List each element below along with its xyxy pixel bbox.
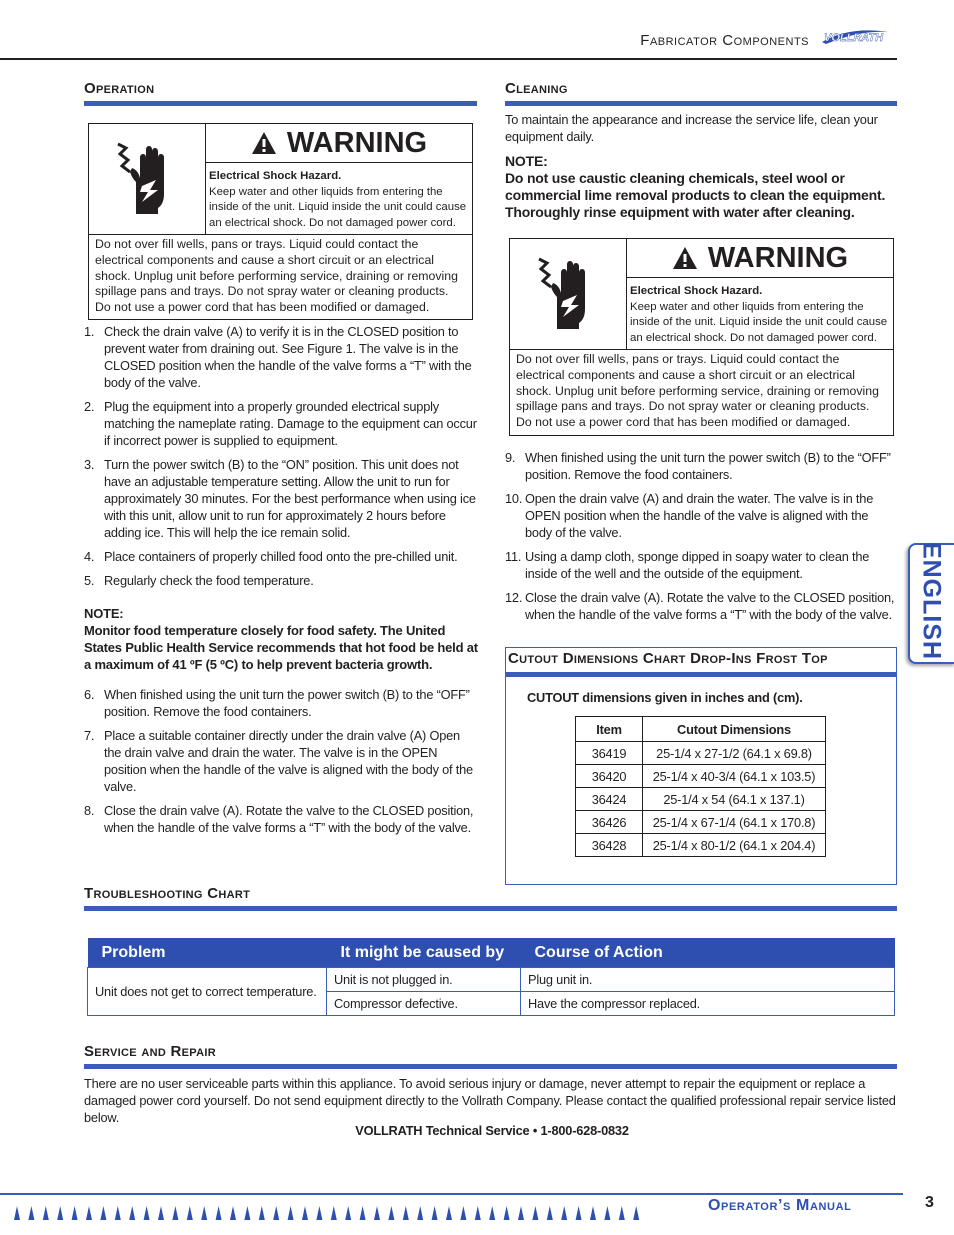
list-item <box>84 398 478 449</box>
list-item <box>84 572 478 589</box>
hazard-text: Keep water and other liquids from entering the inside of the unit. Liquid inside the unit could cause an electrical shock. Do not damaged power cord. <box>630 300 888 344</box>
cleaning-heading: Cleaning <box>505 80 568 97</box>
item-cell: 36428 <box>576 834 643 857</box>
cutout-table <box>575 716 826 857</box>
list-item-text: When finished using the unit turn the power switch (B) to the “OFF” position. Remove the food containers. <box>104 687 470 719</box>
cutout-col-dimensions: Cutout Dimensions <box>643 717 826 742</box>
list-item <box>84 802 478 836</box>
list-item-number: 8. <box>84 803 95 818</box>
electric-shock-hand-icon <box>510 239 627 349</box>
operation-heading: Operation <box>84 80 155 97</box>
dimensions-cell: 25-1/4 x 54 (64.1 x 137.1) <box>643 788 826 811</box>
table-row <box>576 811 826 834</box>
list-item-text: Open the drain valve (A) and drain the water. The valve is in the OPEN position when the handle of the valve is aligned with the body of the valve. <box>525 491 874 540</box>
list-item-text: Regularly check the food temperature. <box>104 573 314 588</box>
dimensions-cell: 25-1/4 x 67-1/4 (64.1 x 170.8) <box>643 811 826 834</box>
warning-triangle-icon <box>251 131 277 155</box>
item-cell: 36424 <box>576 788 643 811</box>
list-item-text: Place containers of properly chilled food onto the pre-chilled unit. <box>104 549 458 564</box>
cleaning-warning-box <box>509 238 894 436</box>
cleaning-steps <box>505 449 897 630</box>
cutout-heading: Cutout Dimensions Chart Drop-Ins Frost Top <box>508 650 828 667</box>
problem-cell: Unit does not get to correct temperature. <box>88 968 327 1016</box>
troubleshooting-table <box>87 938 895 1016</box>
cleaning-intro: To maintain the appearance and increase the service life, clean your equipment daily. <box>505 112 878 144</box>
list-item <box>505 490 897 541</box>
hazard-text: Keep water and other liquids from entering the inside of the unit. Liquid inside the unit could cause an electrical shock. Do not damaged power cord. <box>209 185 467 229</box>
service-heading: Service and Repair <box>84 1043 216 1060</box>
list-item-text: When finished using the unit turn the power switch (B) to the “OFF” position. Remove the food containers. <box>525 450 891 482</box>
table-row <box>576 834 826 857</box>
warning-title: WARNING <box>627 239 893 278</box>
dimensions-cell: 25-1/4 x 80-1/2 (64.1 x 204.4) <box>643 834 826 857</box>
footer-triangle-pattern <box>14 1205 646 1226</box>
item-cell: 36426 <box>576 811 643 834</box>
cutout-box <box>505 647 897 885</box>
list-item-number: 4. <box>84 549 95 564</box>
cleaning-note: NOTE: Do not use caustic cleaning chemicals, steel wool or commercial lime removal products to clean the equipment. Thoroughly rinse equipment with water after cleaning. <box>505 153 886 220</box>
list-item-number: 2. <box>84 399 95 414</box>
table-row <box>576 765 826 788</box>
list-item-text: Close the drain valve (A). Rotate the valve to the CLOSED position, when the handle of the valve forms a “T” with the body of the valve. <box>525 590 895 622</box>
list-item-text: Check the drain valve (A) to verify it is in the CLOSED position to prevent water from draining out. See Figure 1. The valve is in the CLOSED position when the handle of the valve forms a “T” with the body of the valve. <box>104 324 472 390</box>
list-item <box>84 456 478 541</box>
list-item <box>84 686 478 720</box>
troubleshooting-heading: Troubleshooting Chart <box>84 885 251 902</box>
list-item-number: 5. <box>84 573 95 588</box>
cutout-caption: CUTOUT dimensions given in inches and (cm). <box>527 690 803 705</box>
action-cell: Have the compressor replaced. <box>521 992 895 1016</box>
svg-text:VOLLRATH: VOLLRATH <box>824 32 884 44</box>
list-item-number: 9. <box>505 450 516 465</box>
list-item <box>505 449 897 483</box>
warning-body: Do not over fill wells, pans or trays. Liquid could contact the electrical components and cause a short circuit or an electrical shock. Unplug unit before performing service, draining or removing spillage pans and trays. Do not spray water or cleaning products. Do not use a power cord that has been modified or damaged. <box>95 237 458 315</box>
operation-note: NOTE: Monitor food temperature closely for food safety. The United States Public Health Service recommends that hot food be held at a maximum of 41 ºF (5 ºC) to help prevent bacteria growth. <box>84 606 478 672</box>
list-item <box>84 727 478 795</box>
operation-steps-1 <box>84 323 478 596</box>
item-cell: 36420 <box>576 765 643 788</box>
item-cell: 36419 <box>576 742 643 765</box>
operation-rule <box>84 101 477 106</box>
vollrath-logo <box>820 28 890 51</box>
list-item-number: 10. <box>505 491 523 506</box>
list-item-number: 7. <box>84 728 95 743</box>
warning-title: WARNING <box>206 124 472 163</box>
list-item-number: 12. <box>505 590 523 605</box>
list-item-number: 3. <box>84 457 95 472</box>
dimensions-cell: 25-1/4 x 27-1/2 (64.1 x 69.8) <box>643 742 826 765</box>
operation-warning-box <box>88 123 473 320</box>
electric-shock-hand-icon <box>89 124 206 234</box>
footer-rule <box>0 1193 903 1195</box>
language-tab-label: ENGLISH <box>917 541 946 661</box>
triangle-pattern-icon <box>14 1205 646 1221</box>
list-item-text: Plug the equipment into a properly grounded electrical supply matching the nameplate rating. Damage to the equipment can occur if incorrect power is supplied to equipment. <box>104 399 477 448</box>
dimensions-cell: 25-1/4 x 40-3/4 (64.1 x 103.5) <box>643 765 826 788</box>
cause-cell: Unit is not plugged in. <box>327 968 521 992</box>
table-row <box>576 742 826 765</box>
service-text: There are no user serviceable parts within this appliance. To avoid serious injury or damage, never attempt to repair the equipment or replace a damaged power cord yourself. Do not send equipment directly to the Vollrath Company. Please contact the qualified professional repair service listed below. <box>84 1076 896 1125</box>
list-item-number: 1. <box>84 324 95 339</box>
col-action: Course of Action <box>521 938 895 968</box>
cutout-col-item: Item <box>576 717 643 742</box>
list-item <box>505 589 897 623</box>
list-item <box>84 548 478 565</box>
service-rule <box>84 1064 897 1069</box>
header-rule <box>0 58 897 60</box>
troubleshooting-rule <box>84 906 897 911</box>
footer-title: Operator’s Manual <box>708 1197 852 1214</box>
header-title: Fabricator Components <box>640 32 809 49</box>
action-cell: Plug unit in. <box>521 968 895 992</box>
col-cause: It might be caused by <box>327 938 521 968</box>
cleaning-rule <box>505 101 897 106</box>
hazard-title: Electrical Shock Hazard. <box>630 285 763 297</box>
list-item <box>505 548 897 582</box>
list-item-text: Place a suitable container directly under the drain valve (A) Open the drain valve and drain the water. The valve is in the OPEN position when the handle of the valve is aligned with the body of the valve. <box>104 728 473 794</box>
list-item-number: 6. <box>84 687 95 702</box>
warning-body: Do not over fill wells, pans or trays. Liquid could contact the electrical components and cause a short circuit or an electrical shock. Unplug unit before performing service, draining or removing spillage pans and trays. Do not spray water or cleaning products. Do not use a power cord that has been modified or damaged. <box>516 352 879 430</box>
cutout-rule <box>506 672 896 677</box>
hazard-title: Electrical Shock Hazard. <box>209 170 342 182</box>
col-problem: Problem <box>88 938 327 968</box>
list-item-text: Turn the power switch (B) to the “ON” position. This unit does not have an adjustable temperature setting. Allow the unit to run for approximately 30 minutes. For the best performance when using ice with this unit, allow unit to run for approximately 2 hours before adding ice. This will help the ice remain solid. <box>104 457 476 540</box>
list-item-text: Using a damp cloth, sponge dipped in soapy water to clean the inside of the well and the outside of the equipment. <box>525 549 870 581</box>
cause-cell: Compressor defective. <box>327 992 521 1016</box>
table-row <box>576 788 826 811</box>
list-item <box>84 323 478 391</box>
service-contact: VOLLRATH Technical Service • 1-800-628-0832 <box>355 1123 629 1138</box>
warning-triangle-icon <box>672 246 698 270</box>
operation-steps-2 <box>84 686 478 843</box>
list-item-number: 11. <box>505 549 522 564</box>
page-number: 3 <box>925 1194 934 1211</box>
list-item-text: Close the drain valve (A). Rotate the valve to the CLOSED position, when the handle of the valve forms a “T” with the body of the valve. <box>104 803 474 835</box>
